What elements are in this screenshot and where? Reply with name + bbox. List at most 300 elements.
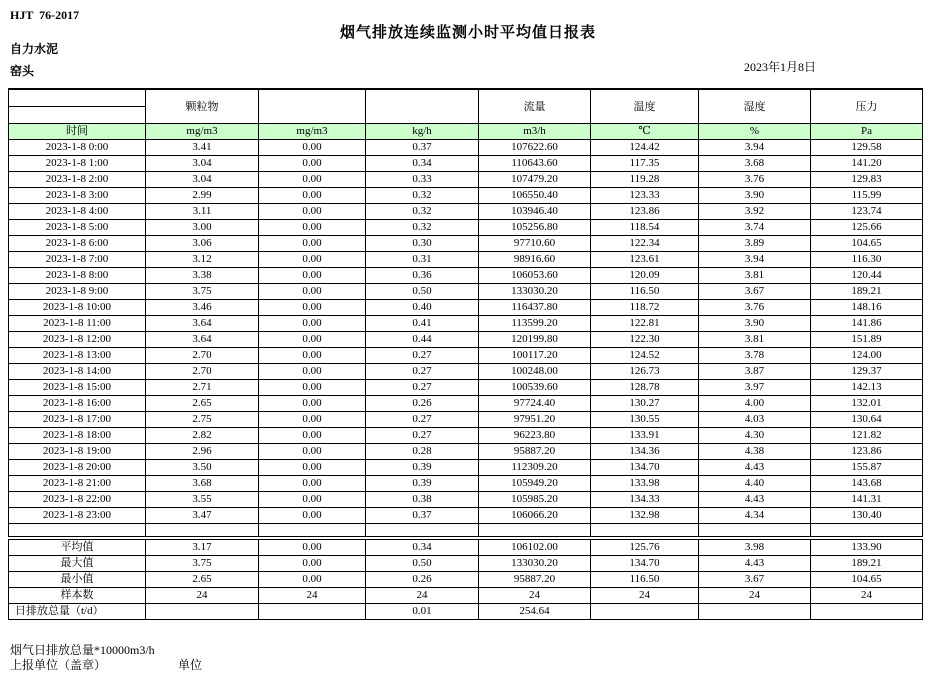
value-cell: 0.40 [366,300,479,316]
value-cell: 3.94 [699,252,811,268]
value-cell [811,604,923,620]
value-cell: 124.00 [811,348,923,364]
value-cell: 125.66 [811,220,923,236]
value-cell: 3.76 [699,300,811,316]
value-cell: 0.01 [366,604,479,620]
value-cell: 133.91 [591,428,699,444]
value-cell: 118.54 [591,220,699,236]
value-cell: 123.33 [591,188,699,204]
value-cell: 130.64 [811,412,923,428]
value-cell: 4.34 [699,508,811,524]
table-row [9,460,923,476]
value-cell: 124.52 [591,348,699,364]
value-cell: 0.32 [366,220,479,236]
value-cell: 133.90 [811,538,923,556]
time-cell: 2023-1-8 16:00 [9,396,146,412]
value-cell: 24 [259,588,366,604]
value-cell: 0.33 [366,172,479,188]
table-row [9,396,923,412]
value-cell: 3.78 [699,348,811,364]
value-cell: 3.67 [699,572,811,588]
value-cell: 3.38 [146,268,259,284]
value-cell: 3.46 [146,300,259,316]
value-cell: 0.44 [366,332,479,348]
value-cell [591,604,699,620]
value-cell: 0.00 [259,348,366,364]
value-cell: 0.00 [259,508,366,524]
value-cell: 2.99 [146,188,259,204]
value-cell: 0.00 [259,396,366,412]
value-cell: 134.70 [591,556,699,572]
value-cell: 0.00 [259,140,366,156]
value-cell: 3.98 [699,538,811,556]
value-cell: 4.00 [699,396,811,412]
value-cell: 0.37 [366,508,479,524]
summary-row [9,588,923,604]
time-cell: 2023-1-8 23:00 [9,508,146,524]
group-header-pressure: 压力 [811,89,923,124]
value-cell: 0.00 [259,268,366,284]
time-cell: 2023-1-8 1:00 [9,156,146,172]
value-cell: 106066.20 [479,508,591,524]
summary-label: 平均值 [9,538,146,556]
units-mg-m3-b: mg/m3 [259,124,366,140]
units-m3-h: m3/h [479,124,591,140]
value-cell: 129.83 [811,172,923,188]
value-cell: 0.39 [366,460,479,476]
value-cell: 105949.20 [479,476,591,492]
value-cell: 3.68 [146,476,259,492]
value-cell: 3.75 [146,556,259,572]
time-cell: 2023-1-8 5:00 [9,220,146,236]
value-cell: 2.71 [146,380,259,396]
time-header-spacer-top [9,89,146,107]
units-pa: Pa [811,124,923,140]
time-cell: 2023-1-8 7:00 [9,252,146,268]
value-cell: 130.40 [811,508,923,524]
value-cell: 0.27 [366,380,479,396]
summary-label: 最大值 [9,556,146,572]
table-row [9,204,923,220]
value-cell: 3.74 [699,220,811,236]
value-cell: 24 [591,588,699,604]
value-cell: 3.55 [146,492,259,508]
value-cell: 0.32 [366,188,479,204]
value-cell: 155.87 [811,460,923,476]
value-cell: 116.50 [591,572,699,588]
station-name: 窑头 [10,64,35,78]
value-cell: 3.64 [146,332,259,348]
value-cell: 129.58 [811,140,923,156]
value-cell: 130.55 [591,412,699,428]
value-cell: 0.00 [259,428,366,444]
value-cell: 129.37 [811,364,923,380]
value-cell: 0.00 [259,412,366,428]
empty-cell [699,524,811,539]
value-cell: 0.00 [259,572,366,588]
value-cell: 134.70 [591,460,699,476]
value-cell: 3.06 [146,236,259,252]
value-cell: 0.37 [366,140,479,156]
group-header-blank-2 [366,89,479,124]
value-cell: 104.65 [811,236,923,252]
value-cell: 0.00 [259,252,366,268]
time-cell: 2023-1-8 6:00 [9,236,146,252]
value-cell: 3.92 [699,204,811,220]
page-title: 烟气排放连续监测小时平均值日报表 [339,25,596,41]
footer-unit-label: 单位 [178,658,203,672]
value-cell: 0.50 [366,556,479,572]
time-cell: 2023-1-8 4:00 [9,204,146,220]
value-cell: 189.21 [811,284,923,300]
value-cell: 116437.80 [479,300,591,316]
value-cell: 107622.60 [479,140,591,156]
time-header-spacer-bottom [9,107,146,124]
value-cell [259,604,366,620]
time-cell: 2023-1-8 13:00 [9,348,146,364]
value-cell: 0.50 [366,284,479,300]
company-name: 自力水泥 [10,42,59,56]
value-cell: 100539.60 [479,380,591,396]
value-cell: 142.13 [811,380,923,396]
value-cell: 24 [811,588,923,604]
value-cell: 0.39 [366,476,479,492]
value-cell: 0.41 [366,316,479,332]
value-cell: 0.28 [366,444,479,460]
units-celsius: ℃ [591,124,699,140]
value-cell: 3.47 [146,508,259,524]
value-cell: 2.70 [146,348,259,364]
time-cell: 2023-1-8 8:00 [9,268,146,284]
value-cell: 0.32 [366,204,479,220]
value-cell: 0.00 [259,316,366,332]
time-cell: 2023-1-8 0:00 [9,140,146,156]
table-row [9,476,923,492]
header-rows [9,89,923,140]
value-cell: 151.89 [811,332,923,348]
value-cell: 3.17 [146,538,259,556]
value-cell: 112309.20 [479,460,591,476]
units-time: 时间 [9,124,146,140]
table-row [9,156,923,172]
footer-total-note: 烟气日排放总量*10000m3/h [10,643,155,657]
value-cell: 106053.60 [479,268,591,284]
value-cell: 0.00 [259,220,366,236]
value-cell: 118.72 [591,300,699,316]
value-cell: 4.40 [699,476,811,492]
time-cell: 2023-1-8 20:00 [9,460,146,476]
value-cell: 122.30 [591,332,699,348]
time-cell: 2023-1-8 14:00 [9,364,146,380]
value-cell: 4.43 [699,556,811,572]
value-cell: 4.38 [699,444,811,460]
value-cell: 0.26 [366,572,479,588]
time-cell: 2023-1-8 10:00 [9,300,146,316]
value-cell: 2.65 [146,396,259,412]
value-cell: 3.90 [699,316,811,332]
units-mg-m3-a: mg/m3 [146,124,259,140]
value-cell: 143.68 [811,476,923,492]
value-cell: 0.00 [259,284,366,300]
table-row [9,268,923,284]
value-cell: 103946.40 [479,204,591,220]
table-row [9,252,923,268]
value-cell: 0.27 [366,412,479,428]
value-cell: 133030.20 [479,556,591,572]
time-cell: 2023-1-8 17:00 [9,412,146,428]
table-row [9,300,923,316]
value-cell: 113599.20 [479,316,591,332]
time-cell: 2023-1-8 18:00 [9,428,146,444]
summary-label: 最小值 [9,572,146,588]
table-row [9,284,923,300]
value-cell: 100117.20 [479,348,591,364]
units-kg-h: kg/h [366,124,479,140]
report-table-wrap [8,88,923,620]
value-cell: 0.00 [259,156,366,172]
summary-row [9,538,923,556]
value-cell: 0.00 [259,364,366,380]
value-cell: 189.21 [811,556,923,572]
value-cell: 2.70 [146,364,259,380]
group-header-row [9,89,923,107]
table-row [9,140,923,156]
value-cell: 4.43 [699,492,811,508]
group-header-temperature: 温度 [591,89,699,124]
value-cell: 4.43 [699,460,811,476]
value-cell: 130.27 [591,396,699,412]
value-cell: 3.90 [699,188,811,204]
value-cell: 134.36 [591,444,699,460]
value-cell: 132.01 [811,396,923,412]
time-cell: 2023-1-8 19:00 [9,444,146,460]
value-cell: 134.33 [591,492,699,508]
value-cell: 0.00 [259,538,366,556]
value-cell: 122.34 [591,236,699,252]
time-cell: 2023-1-8 11:00 [9,316,146,332]
value-cell: 3.81 [699,332,811,348]
value-cell [146,604,259,620]
group-header-blank-1 [259,89,366,124]
empty-row [9,524,923,539]
value-cell: 124.42 [591,140,699,156]
value-cell: 0.00 [259,380,366,396]
value-cell: 116.50 [591,284,699,300]
value-cell: 3.04 [146,172,259,188]
value-cell: 141.20 [811,156,923,172]
value-cell: 0.26 [366,396,479,412]
value-cell: 123.86 [591,204,699,220]
value-cell: 3.50 [146,460,259,476]
value-cell: 0.31 [366,252,479,268]
empty-cell [366,524,479,539]
value-cell [699,604,811,620]
value-cell: 120.44 [811,268,923,284]
value-cell: 98916.60 [479,252,591,268]
value-cell: 24 [699,588,811,604]
value-cell: 120199.80 [479,332,591,348]
empty-cell [146,524,259,539]
value-cell: 0.00 [259,556,366,572]
value-cell: 120.09 [591,268,699,284]
value-cell: 115.99 [811,188,923,204]
value-cell: 133030.20 [479,284,591,300]
value-cell: 3.75 [146,284,259,300]
standard-code: HJT 76-2017 [10,8,80,22]
value-cell: 123.74 [811,204,923,220]
value-cell: 97951.20 [479,412,591,428]
value-cell: 2.65 [146,572,259,588]
empty-cell [811,524,923,539]
value-cell: 24 [366,588,479,604]
table-row [9,364,923,380]
value-cell: 3.12 [146,252,259,268]
value-cell: 0.00 [259,300,366,316]
summary-row [9,556,923,572]
value-cell: 116.30 [811,252,923,268]
value-cell: 3.64 [146,316,259,332]
value-cell: 0.00 [259,444,366,460]
value-cell: 148.16 [811,300,923,316]
units-row [9,124,923,140]
value-cell: 3.94 [699,140,811,156]
value-cell: 0.38 [366,492,479,508]
value-cell: 0.34 [366,156,479,172]
value-cell: 3.11 [146,204,259,220]
time-cell: 2023-1-8 21:00 [9,476,146,492]
value-cell: 105256.80 [479,220,591,236]
report-date: 2023年1月8日 [744,60,817,74]
value-cell: 104.65 [811,572,923,588]
report-table [8,88,923,620]
value-cell: 4.03 [699,412,811,428]
value-cell: 119.28 [591,172,699,188]
spacer-rows [9,524,923,539]
table-row [9,508,923,524]
value-cell: 95887.20 [479,572,591,588]
value-cell: 4.30 [699,428,811,444]
value-cell: 133.98 [591,476,699,492]
summary-label: 样本数 [9,588,146,604]
table-row [9,188,923,204]
table-row [9,428,923,444]
value-cell: 3.67 [699,284,811,300]
value-cell: 100248.00 [479,364,591,380]
value-cell: 106102.00 [479,538,591,556]
value-cell: 122.81 [591,316,699,332]
value-cell: 3.76 [699,172,811,188]
value-cell: 0.00 [259,332,366,348]
summary-row [9,572,923,588]
value-cell: 3.81 [699,268,811,284]
value-cell: 132.98 [591,508,699,524]
value-cell: 0.30 [366,236,479,252]
value-cell: 123.61 [591,252,699,268]
group-header-flow: 流量 [479,89,591,124]
value-cell: 3.97 [699,380,811,396]
value-cell: 0.00 [259,204,366,220]
table-row [9,236,923,252]
empty-cell [479,524,591,539]
table-row [9,348,923,364]
time-cell: 2023-1-8 3:00 [9,188,146,204]
value-cell: 125.76 [591,538,699,556]
value-cell: 0.00 [259,492,366,508]
value-cell: 0.27 [366,348,479,364]
time-cell: 2023-1-8 15:00 [9,380,146,396]
footer-report-unit-label: 上报单位（盖章） [10,658,107,672]
value-cell: 0.00 [259,236,366,252]
table-row [9,492,923,508]
summary-rows [9,538,923,620]
units-percent: % [699,124,811,140]
value-cell: 141.31 [811,492,923,508]
value-cell: 2.96 [146,444,259,460]
value-cell: 0.27 [366,364,479,380]
value-cell: 106550.40 [479,188,591,204]
summary-label: 日排放总量（t/d） [9,604,146,620]
value-cell: 110643.60 [479,156,591,172]
value-cell: 117.35 [591,156,699,172]
value-cell: 128.78 [591,380,699,396]
value-cell: 2.82 [146,428,259,444]
value-cell: 24 [479,588,591,604]
empty-cell [259,524,366,539]
table-row [9,380,923,396]
value-cell: 126.73 [591,364,699,380]
value-cell: 123.86 [811,444,923,460]
value-cell: 96223.80 [479,428,591,444]
time-cell: 2023-1-8 2:00 [9,172,146,188]
value-cell: 2.75 [146,412,259,428]
value-cell: 0.00 [259,476,366,492]
value-cell: 3.00 [146,220,259,236]
value-cell: 107479.20 [479,172,591,188]
value-cell: 3.41 [146,140,259,156]
value-cell: 95887.20 [479,444,591,460]
value-cell: 0.34 [366,538,479,556]
value-cell: 0.00 [259,460,366,476]
value-cell: 105985.20 [479,492,591,508]
value-cell: 0.36 [366,268,479,284]
empty-cell [591,524,699,539]
empty-cell [9,524,146,539]
data-rows [9,140,923,524]
group-header-humidity: 湿度 [699,89,811,124]
table-row [9,412,923,428]
value-cell: 254.64 [479,604,591,620]
value-cell: 0.27 [366,428,479,444]
value-cell: 3.68 [699,156,811,172]
value-cell: 97710.60 [479,236,591,252]
value-cell: 121.82 [811,428,923,444]
value-cell: 0.00 [259,188,366,204]
table-row [9,332,923,348]
time-cell: 2023-1-8 9:00 [9,284,146,300]
value-cell: 3.04 [146,156,259,172]
value-cell: 141.86 [811,316,923,332]
value-cell: 97724.40 [479,396,591,412]
time-cell: 2023-1-8 22:00 [9,492,146,508]
value-cell: 3.87 [699,364,811,380]
table-row [9,444,923,460]
group-header-particulate: 颗粒物 [146,89,259,124]
value-cell: 24 [146,588,259,604]
table-row [9,172,923,188]
table-row [9,220,923,236]
value-cell: 3.89 [699,236,811,252]
table-row [9,316,923,332]
